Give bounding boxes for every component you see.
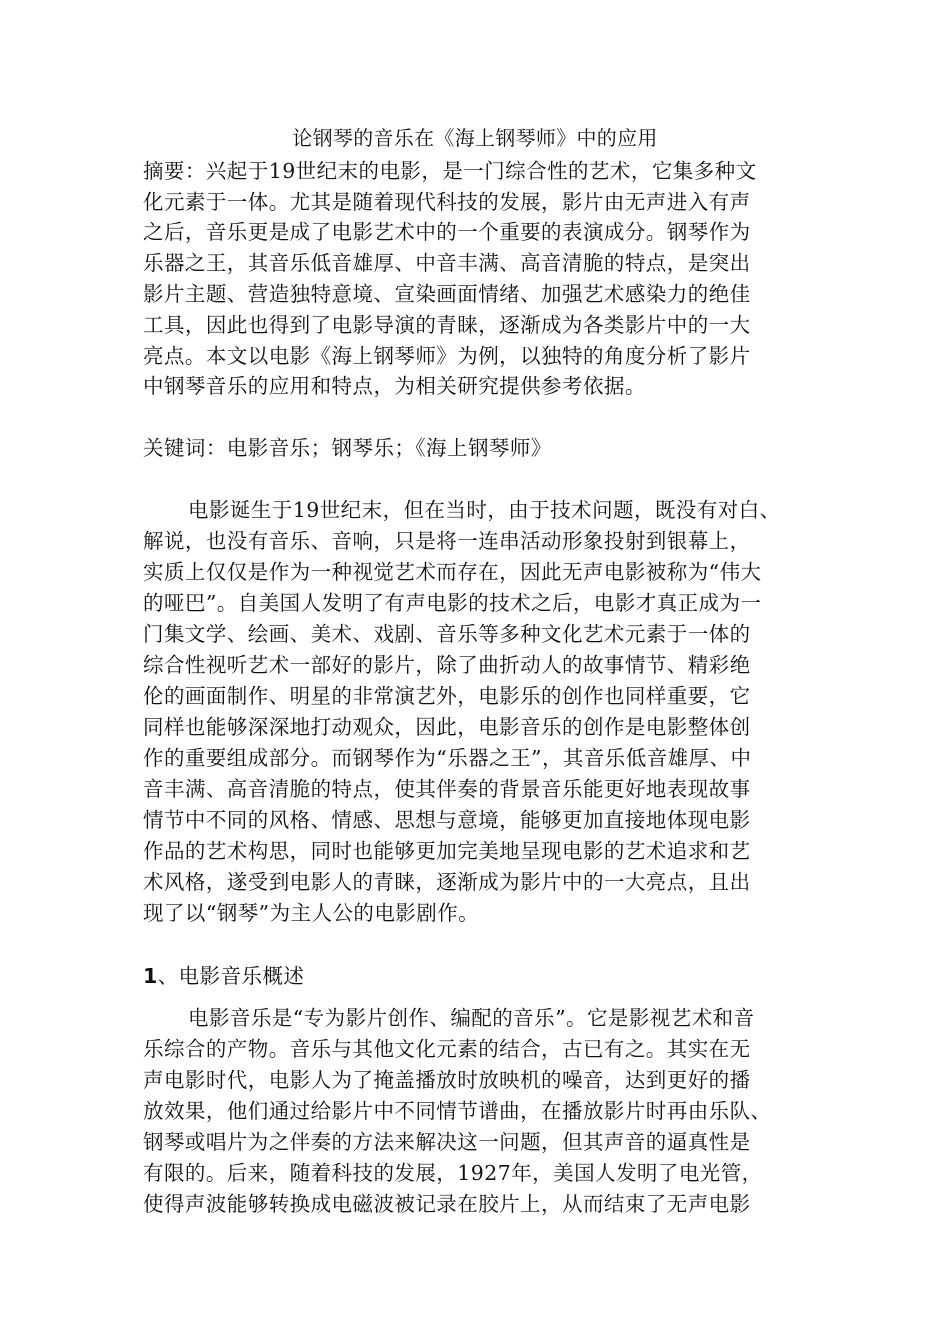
abstract-line: 化元素于一体。尤其是随着现代科技的发展，影片由无声进入有声 (143, 190, 751, 214)
intro-line: 的哑巴”。自美国人发明了有声电影的技术之后，电影才真正成为一 (143, 591, 762, 615)
intro-line: 音丰满、高音清脆的特点，使其伴奏的背景音乐能更好地表现故事 (143, 777, 751, 801)
abstract-line: 摘要：兴起于19世纪末的电影，是一门综合性的艺术，它集多种文 (143, 159, 757, 183)
intro-line: 电影诞生于19世纪末，但在当时，由于技术问题，既没有对白、 (188, 498, 781, 522)
intro-line: 综合性视听艺术一部好的影片，除了曲折动人的故事情节、精彩绝 (143, 653, 751, 677)
section-heading (143, 962, 304, 990)
intro-line: 作品的艺术构思，同时也能够更加完美地呈现电影的艺术追求和艺 (143, 839, 751, 863)
section1-line: 声电影时代，电影人为了掩盖播放时放映机的噪音，达到更好的播 (143, 1068, 751, 1092)
section1-line: 使得声波能够转换成电磁波被记录在胶片上，从而结束了无声电影 (143, 1192, 751, 1216)
section1-line: 钢琴或唱片为之伴奏的方法来解决这一问题，但其声音的逼真性是 (143, 1130, 751, 1154)
keywords-line: 关键词：电影音乐；钢琴乐；《海上钢琴师》 (143, 436, 552, 460)
intro-line: 同样也能够深深地打动观众，因此，电影音乐的创作是电影整体创 (143, 715, 751, 739)
abstract-line: 影片主题、营造独特意境、宣染画面情绪、加强艺术感染力的绝佳 (143, 282, 751, 306)
abstract-line: 乐器之王，其音乐低音雄厚、中音丰满、高音清脆的特点，是突出 (143, 251, 751, 275)
intro-line: 解说，也没有音乐、音响，只是将一连串活动形象投射到银幕上， (143, 529, 751, 553)
intro-line: 实质上仅仅是作为一种视觉艺术而存在，因此无声电影被称为“伟大 (143, 560, 762, 584)
section1-line: 乐综合的产物。音乐与其他文化元素的结合，古已有之。其实在无 (143, 1037, 751, 1061)
intro-line: 伦的画面制作、明星的非常演艺外，电影乐的创作也同样重要，它 (143, 684, 751, 708)
section-number: 1 (143, 964, 158, 988)
intro-line: 门集文学、绘画、美术、戏剧、音乐等多种文化艺术元素于一体的 (143, 622, 751, 646)
abstract-line: 中钢琴音乐的应用和特点，为相关研究提供参考依据。 (143, 374, 646, 398)
section1-line: 放效果，他们通过给影片中不同情节谱曲，在播放影片时再由乐队、 (143, 1099, 772, 1123)
abstract-line: 亮点。本文以电影《海上钢琴师》为例，以独特的角度分析了影片 (143, 344, 751, 368)
abstract-line: 之后，音乐更是成了电影艺术中的一个重要的表演成分。钢琴作为 (143, 220, 751, 244)
section1-line: 有限的。后来，随着科技的发展，1927年，美国人发明了电光管， (143, 1161, 763, 1185)
section1-line: 电影音乐是“专为影片创作、编配的音乐”。它是影视艺术和音 (188, 1006, 755, 1030)
section-title: 、电影音乐概述 (157, 964, 305, 988)
intro-line: 作的重要组成部分。而钢琴作为“乐器之王”，其音乐低音雄厚、中 (143, 746, 752, 770)
document-title: 论钢琴的音乐在《海上钢琴师》中的应用 (292, 126, 658, 150)
abstract-line: 工具，因此也得到了电影导演的青睐，逐渐成为各类影片中的一大 (143, 313, 751, 337)
intro-line: 术风格，遂受到电影人的青睐，逐渐成为影片中的一大亮点，且出 (143, 870, 751, 894)
intro-line: 情节中不同的风格、情感、思想与意境，能够更加直接地体现电影 (143, 808, 751, 832)
intro-line: 现了以“钢琴”为主人公的电影剧作。 (143, 901, 480, 925)
